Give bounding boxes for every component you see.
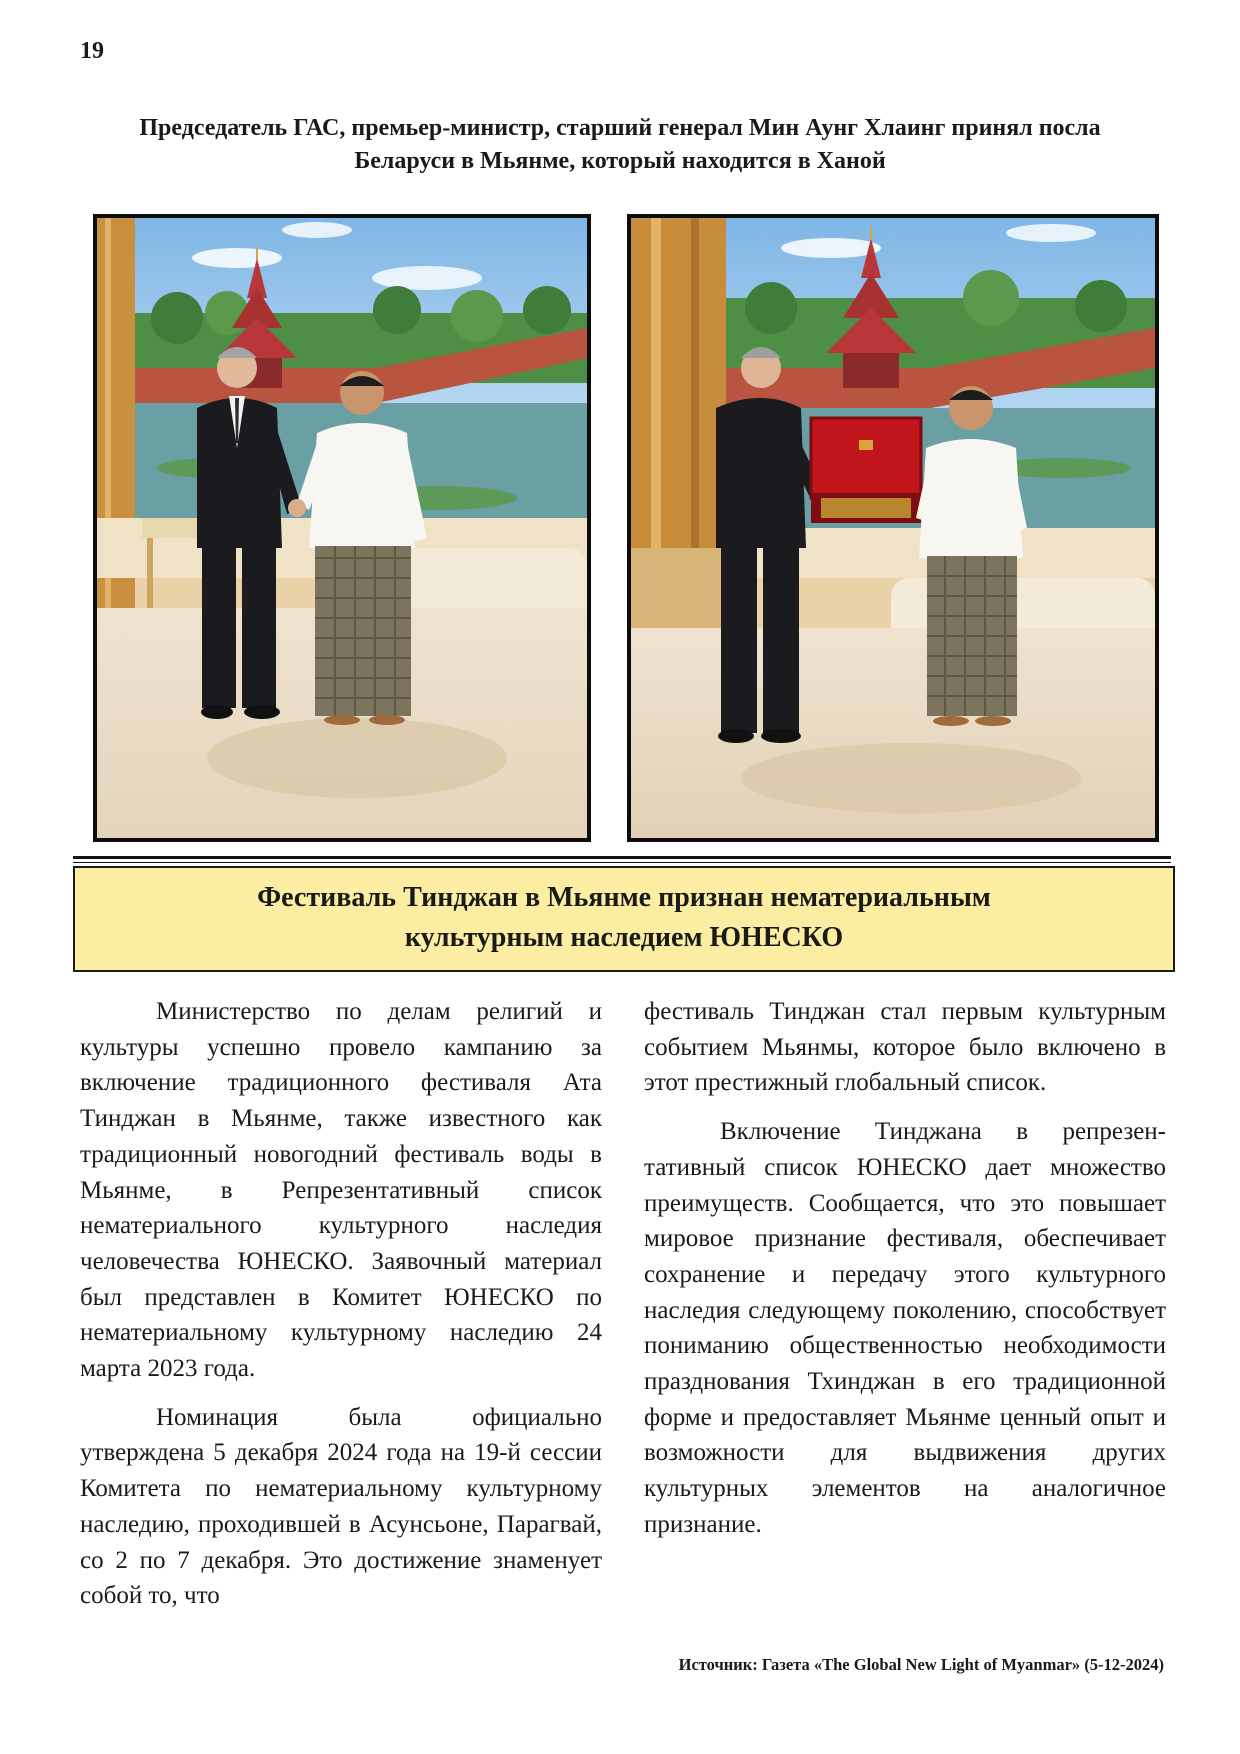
article-paragraph: Министерство по делам религий и культуры успешно провело кампанию за включение традиционного фестиваля Ата Тинджан в Мьянме, также известного как традиционный новогодний фестиваль воды в Мьянме, в Репрезентативный список нематериального культурного наследия человечества ЮНЕСКО. Заявочный материал был представлен в Комитет ЮНЕСКО по нематериальному культурному наследию 24 марта 2023 года. (80, 998, 602, 1383)
article-paragraph: Номинация была официально утверждена 5 декабря 2024 года на 19-й сессии Комитета по нематериальному культурному наследию, проходившей в Асунсьоне, Парагвай, со 2 по 7 декабря. Это достижение знаменует собой то, что (80, 1403, 602, 1610)
divider-rule-thin (73, 862, 1171, 863)
photo-handshake-image (97, 218, 587, 838)
divider-rule (73, 856, 1171, 859)
source-credit: Источник: Газета «The Global New Light of Myanmar» (5-12-2024) (678, 1655, 1164, 1674)
photo-gift-presentation-image (631, 218, 1155, 838)
photo-handshake (93, 214, 591, 842)
article-paragraph: фестиваль Тинджан стал первым культурным событием Мьянмы, которое было включено в этот престижный глобальный список. (644, 998, 1166, 1097)
article-title-banner (73, 866, 1175, 972)
article-title-line-2: культурным наследием ЮНЕСКО (404, 922, 844, 953)
page-number: 19 (80, 38, 104, 64)
article-column-right (644, 994, 1166, 1556)
headline-line-2: Беларуси в Мьянме, который находится в Ханой (354, 148, 886, 174)
headline-line-1: Председатель ГАС, премьер-министр, старший генерал Мин Аунг Хлаинг принял посла (139, 115, 1101, 141)
article-column-left (80, 994, 602, 1627)
article-title-line-1: Фестиваль Тинджан в Мьянме признан нематериальным (257, 882, 991, 913)
photo-gift-presentation (627, 214, 1159, 842)
headline (100, 112, 1140, 178)
article-paragraph: Включение Тинджана в репрезентативный список ЮНЕСКО дает множество преимуществ. Сообщается, что это повышает мировое признание фестиваля, обеспечивает сохранение и передачу этого культурного наследия следующему поколению, способствует пониманию общественностью необходимости празднования Тхинджан в его традиционной форме и предоставляет Мьянме ценный опыт и возможности для выдвижения других культурных элементов на аналогичное признание. (644, 1118, 1166, 1538)
